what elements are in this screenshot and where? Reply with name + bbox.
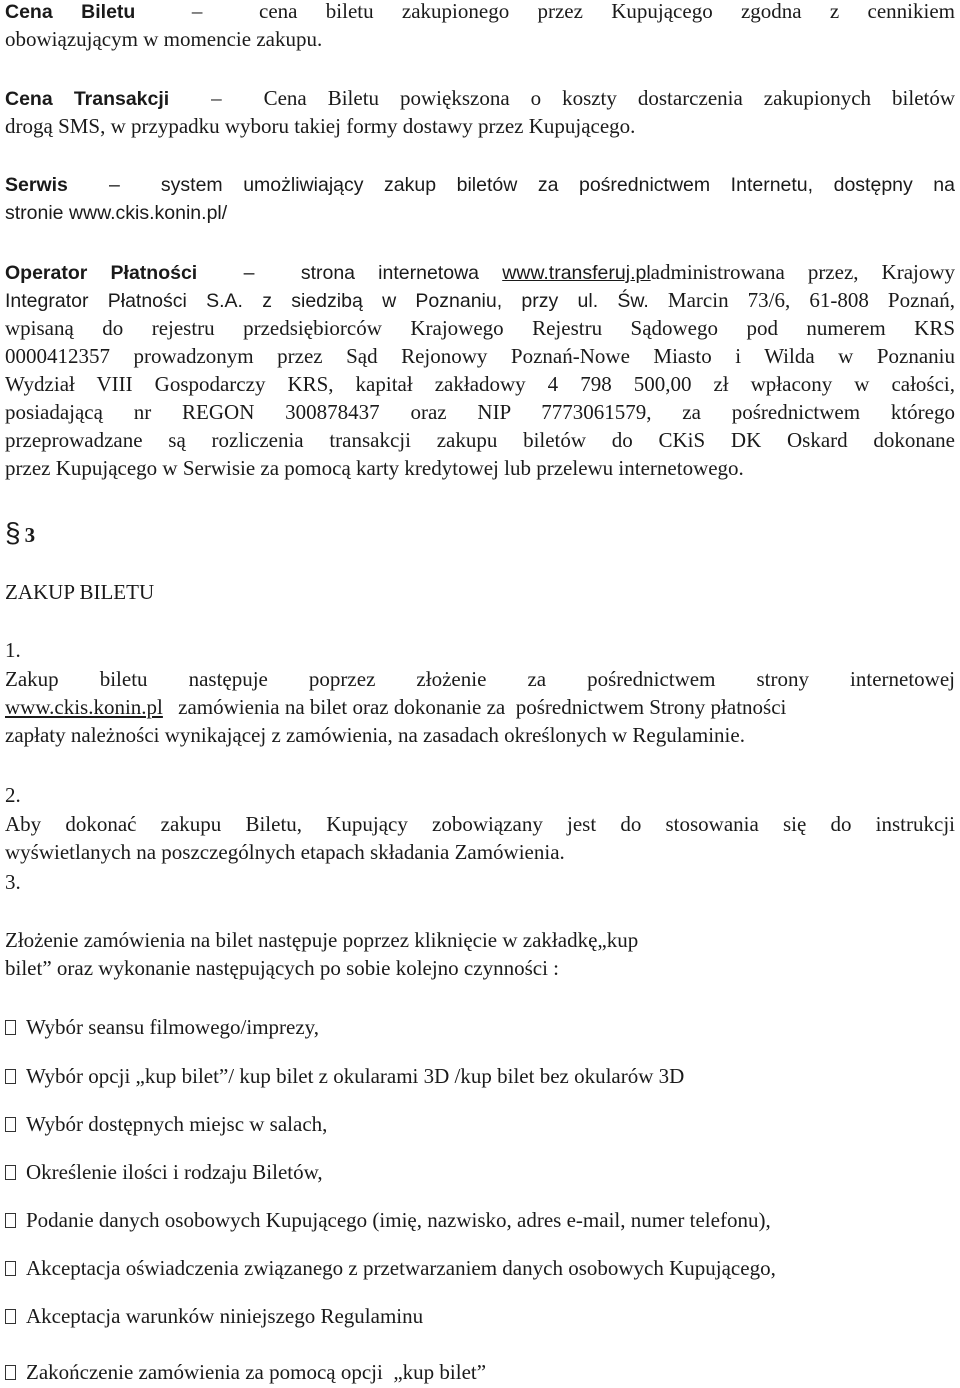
list-item xyxy=(5,1206,771,1234)
definition-term: Cena Transakcji xyxy=(5,88,170,110)
definition-operator-platnosci xyxy=(5,258,955,482)
list-item xyxy=(5,1358,486,1386)
definition-text: strona internetowa xyxy=(300,262,480,284)
definition-term: Serwis xyxy=(5,174,68,196)
point-text: zapłaty należności wynikającej z zamówienia, na zasadach określonych w Regulaminie. xyxy=(5,723,745,747)
checkbox-icon xyxy=(5,1165,16,1180)
dash: – xyxy=(88,174,141,196)
definition-text: przeprowadzane są rozliczenia transakcji zakupu biletów do CKiS DK Oskard dokonane xyxy=(5,428,955,452)
point-text: Złożenie zamówienia na bilet następuje poprzez kliknięcie w zakładkę„kup xyxy=(5,928,639,952)
point-3 xyxy=(5,926,955,982)
section-mark: § xyxy=(5,517,21,548)
checkbox-icon xyxy=(5,1117,16,1132)
list-item-text: Wybór opcji „kup bilet”/ kup bilet z okularami 3D /kup bilet bez okularów 3D xyxy=(26,1064,685,1088)
list-item-text: Określenie ilości i rodzaju Biletów, xyxy=(26,1160,323,1184)
point-text: bilet” oraz wykonanie następujących po sobie kolejno czynności : xyxy=(5,956,559,980)
list-item-text: Wybór seansu filmowego/imprezy, xyxy=(26,1015,320,1039)
section-title: ZAKUP BILETU xyxy=(5,580,155,604)
list-item xyxy=(5,1254,776,1282)
definition-serwis xyxy=(5,171,955,227)
definition-text: Cena Biletu powiększona o koszty dostarczenia zakupionych biletów xyxy=(263,86,956,110)
definition-cena-transakcji xyxy=(5,84,955,140)
list-item xyxy=(5,1302,423,1330)
point-text: wyświetlanych na poszczególnych etapach składania Zamówienia. xyxy=(5,840,565,864)
definition-text: Marcin 73/6, 61-808 Poznań, xyxy=(667,288,956,312)
checkbox-icon xyxy=(5,1365,16,1380)
list-item xyxy=(5,1158,323,1186)
checkbox-icon xyxy=(5,1309,16,1324)
section-number xyxy=(5,518,35,552)
point-1 xyxy=(5,665,955,749)
point-text: zamówienia na bilet oraz dokonanie za pośrednictwem Strony płatności xyxy=(178,695,787,719)
point-number: 2. xyxy=(5,783,21,807)
list-item-text: Zakończenie zamówienia za pomocą opcji „kup bilet” xyxy=(26,1360,487,1384)
definition-term: Cena Biletu xyxy=(5,1,136,23)
definition-text: obowiązującym w momencie zakupu. xyxy=(5,27,323,51)
checkbox-icon xyxy=(5,1020,16,1035)
list-item xyxy=(5,1062,684,1090)
definition-text: posiadającą nr REGON 300878437 oraz NIP 7773061579, za pośrednictwem którego xyxy=(5,400,955,424)
point-number: 3. xyxy=(5,870,21,894)
checkbox-icon xyxy=(5,1069,16,1084)
definition-text: stronie www.ckis.konin.pl/ xyxy=(5,202,228,224)
definition-text: wpisaną do rejestru przedsiębiorców Krajowego Rejestru Sądowego pod numerem KRS xyxy=(5,316,955,340)
list-item-text: Podanie danych osobowych Kupującego (imię, nazwisko, adres e-mail, numer telefonu), xyxy=(26,1208,771,1232)
dash: – xyxy=(220,262,278,284)
ckis-link[interactable]: www.ckis.konin.pl xyxy=(5,695,163,719)
definition-text: przez Kupującego w Serwisie za pomocą karty kredytowej lub przelewu internetowego. xyxy=(5,456,744,480)
point-2 xyxy=(5,810,955,866)
section-number-value: 3 xyxy=(24,523,36,547)
definition-text: Integrator Płatności S.A. z siedzibą w Poznaniu, przy ul. Św. xyxy=(5,290,649,312)
definition-cena-biletu xyxy=(5,0,955,53)
definition-text: administrowana przez, Krajowy xyxy=(650,260,956,284)
point-text: Zakup biletu następuje poprzez złożenie za pośrednictwem strony internetowej xyxy=(5,667,955,691)
list-item-text: Akceptacja warunków niniejszego Regulaminu xyxy=(26,1304,424,1328)
list-item-text: Wybór dostępnych miejsc w salach, xyxy=(26,1112,328,1136)
checkbox-icon xyxy=(5,1261,16,1276)
checkbox-icon xyxy=(5,1213,16,1228)
dash: – xyxy=(163,0,231,23)
definition-text: Wydział VIII Gospodarczy KRS, kapitał zakładowy 4 798 500,00 zł wpłacony w całości, xyxy=(5,372,955,396)
transferuj-link[interactable]: www.transferuj.pl xyxy=(502,262,651,284)
definition-text: 0000412357 prowadzonym przez Sąd Rejonowy Poznań-Nowe Miasto i Wilda w Poznaniu xyxy=(5,344,955,368)
point-number: 1. xyxy=(5,638,21,662)
point-text: Aby dokonać zakupu Biletu, Kupujący zobowiązany jest do stosowania się do instrukcji xyxy=(5,812,955,836)
list-item xyxy=(5,1110,327,1138)
definition-text: drogą SMS, w przypadku wyboru takiej formy dostawy przez Kupującego. xyxy=(5,114,636,138)
list-item-text: Akceptacja oświadczenia związanego z przetwarzaniem danych osobowych Kupującego, xyxy=(26,1256,776,1280)
list-item xyxy=(5,1013,319,1041)
definition-text: cena biletu zakupionego przez Kupującego zgodna z cennikiem xyxy=(259,0,956,23)
definition-text: system umożliwiający zakup biletów za pośrednictwem Internetu, dostępny na xyxy=(160,174,955,196)
dash: – xyxy=(190,86,243,110)
definition-term: Operator Płatności xyxy=(5,262,198,284)
